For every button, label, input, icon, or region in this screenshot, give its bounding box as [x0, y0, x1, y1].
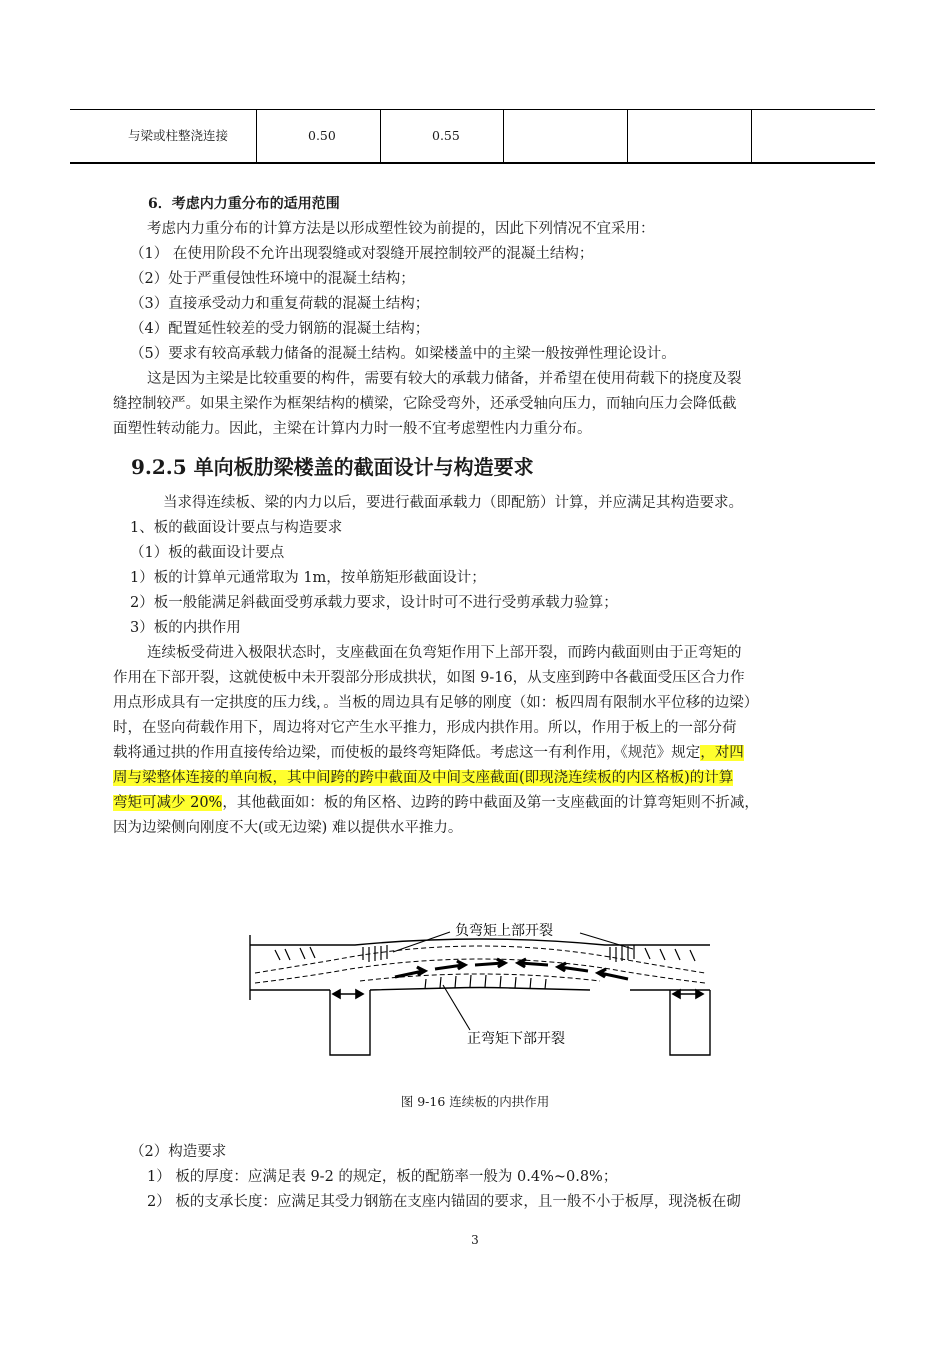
paragraph-line: 因为边梁侧向刚度不大(或无边梁) 难以提供水平推力。 [113, 820, 463, 836]
arch-action-figure [245, 905, 715, 1065]
slab-top-edge [250, 939, 710, 945]
table-divider [503, 110, 504, 162]
leader-line [580, 933, 633, 949]
slab-bottom-edge [250, 988, 710, 991]
table-divider [627, 110, 628, 162]
list-item: （3）直接承受动力和重复荷载的混凝土结构； [130, 296, 430, 312]
table-cell-value: 0.55 [432, 128, 460, 143]
list-item: 1） 板的厚度：应满足表 9-2 的规定，板的配筋率一般为 0.4%~0.8%； [147, 1169, 618, 1185]
text-run: ，其他截面如：板的角区格、边跨的跨中截面及第一支座截面的计算弯矩则不折减， [222, 795, 759, 811]
leader-line [443, 985, 470, 1030]
top-crack-marks [610, 945, 634, 962]
list-item: （5）要求有较高承载力储备的混凝土结构。如梁楼盖中的主梁一般按弹性理论设计。 [130, 346, 676, 362]
subheading: 1、板的截面设计要点与构造要求 [130, 520, 343, 536]
top-crack-marks [363, 945, 387, 962]
coefficient-table [70, 109, 875, 164]
left-column [330, 990, 370, 1055]
list-item: （2）处于严重侵蚀性环境中的混凝土结构； [130, 271, 415, 287]
table-divider [380, 110, 381, 162]
paragraph-line: 考虑内力重分布的计算方法是以形成塑性铰为前提的，因此下列情况不宜采用： [147, 221, 655, 237]
table-row-label: 与梁或柱整浇连接 [128, 128, 229, 143]
subheading: （1）板的截面设计要点 [130, 545, 285, 561]
list-item: 2） 板的支承长度：应满足其受力钢筋在支座内锚固的要求，且一般不小于板厚，现浇板在砌 [147, 1194, 741, 1210]
bottom-crack-marks [425, 975, 546, 989]
table-divider [751, 110, 752, 162]
list-item: 1）板的计算单元通常取为 1m，按单筋矩形截面设计； [130, 570, 486, 586]
table-divider [256, 110, 257, 162]
paragraph-line: 缝控制较严。如果主梁作为框架结构的横梁，它除受弯外，还承受轴向压力，而轴向压力会降低截 [113, 396, 737, 412]
highlighted-text: 弯矩可减少 20% [113, 795, 223, 811]
paragraph-line [113, 741, 744, 762]
page-number: 3 [471, 1233, 479, 1247]
bottom-crack-label: 正弯矩下部开裂 [467, 1032, 565, 1047]
highlighted-text: 周与梁整体连接的单向板，其中间跨的跨中截面及中间支座截面(即现浇连续板的内区格板)的计算 [113, 770, 734, 786]
paragraph-line: 作用在下部开裂，这就使板中未开裂部分形成拱状，如图 9-16，从支座到跨中各截面受压区合力作 [113, 670, 745, 686]
figure-caption: 图 9-16 连续板的内拱作用 [400, 1094, 550, 1109]
list-item: 2）板一般能满足斜截面受剪承载力要求，设计时可不进行受剪承载力验算； [130, 595, 618, 611]
text-run: 载将通过拱的作用直接传给边梁，而使板的最终弯矩降低。考虑这一有利作用，《规范》规定 [113, 745, 701, 761]
subheading: （2）构造要求 [130, 1144, 227, 1160]
paragraph-line: 当求得连续板、梁的内力以后，要进行截面承载力（即配筋）计算，并应满足其构造要求。 [163, 495, 743, 511]
table-cell-value: 0.50 [308, 128, 336, 143]
paragraph-line [113, 766, 733, 787]
paragraph-line: 时，在竖向荷载作用下，周边将对它产生水平推力，形成内拱作用。所以，作用于板上的一部分荷 [113, 720, 737, 736]
paragraph-line: 用点形成具有一定拱度的压力线，。当板的周边具有足够的刚度（如：板四周有限制水平位移的边梁） [113, 695, 759, 711]
section-title: 9.2.5 单向板肋梁楼盖的截面设计与构造要求 [131, 455, 534, 479]
paragraph-line: 这是因为主梁是比较重要的构件，需要有较大的承载力储备，并希望在使用荷载下的挠度及裂 [147, 371, 742, 387]
section-heading: 6．考虑内力重分布的适用范围 [148, 196, 340, 212]
paragraph-line: 连续板受荷进入极限状态时，支座截面在负弯矩作用下上部开裂，而跨内截面则由于正弯矩的 [147, 645, 742, 661]
list-item: （4）配置延性较差的受力钢筋的混凝土结构； [130, 321, 430, 337]
top-crack-label: 负弯矩上部开裂 [455, 924, 553, 939]
highlighted-text: ，对四 [700, 745, 744, 761]
list-item: 3）板的内拱作用 [130, 620, 241, 636]
right-column [670, 990, 710, 1055]
paragraph-line [113, 791, 759, 812]
pressure-line [255, 959, 705, 983]
paragraph-line: 面塑性转动能力。因此，主梁在计算内力时一般不宜考虑塑性内力重分布。 [113, 421, 592, 437]
list-item: （1） 在使用阶段不允许出现裂缝或对裂缝开展控制较严的混凝土结构； [130, 246, 594, 262]
